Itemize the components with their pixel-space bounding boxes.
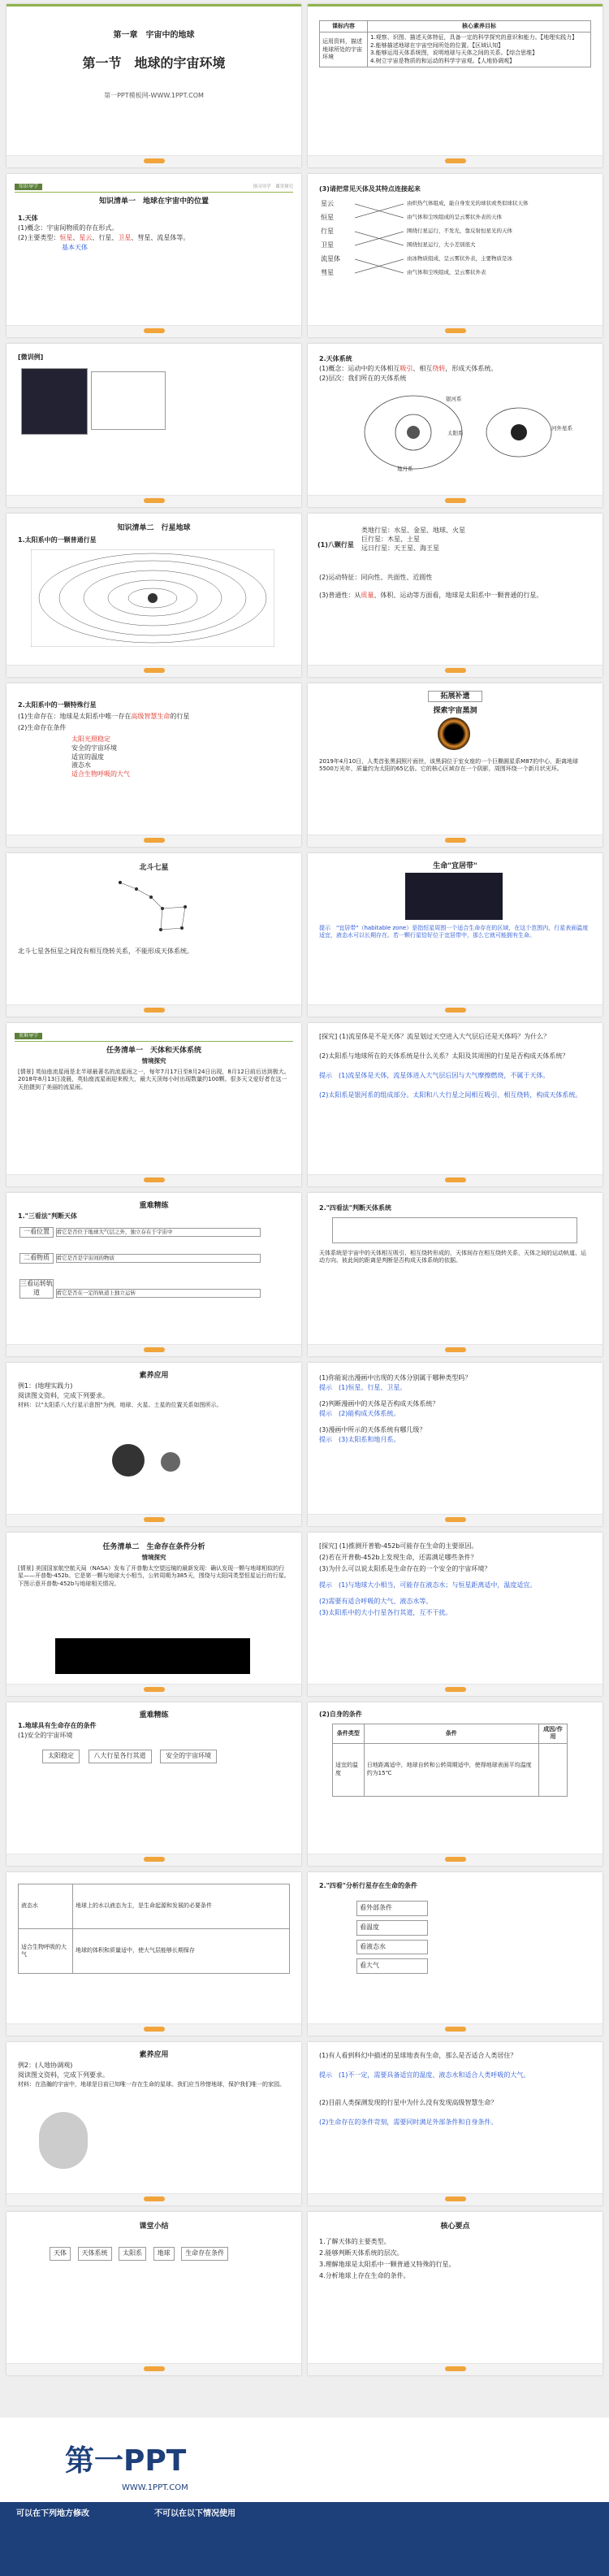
extension-title: 拓展补遗 (428, 691, 482, 702)
answer: (2)太阳系是银河系的组成部分。太阳和八大行星之间相互吸引、相互绕转，构成天体系统。 (319, 1091, 582, 1099)
step-note: 看它是否在一定的轨道上独立运转 (56, 1289, 261, 1298)
slide-four-look-2 (308, 1872, 603, 2036)
object-desc: 围绕恒星运行，大小差别很大 (407, 241, 476, 248)
slide-title (6, 4, 301, 167)
object-desc: 由气体和尘埃组成的呈云雾状外表的天体 (407, 214, 502, 220)
object-desc: 由炽热气体组成，能自身发光的球状或类似球状天体 (407, 200, 529, 206)
step-box: 三看运转轨道 (19, 1279, 54, 1299)
key-point: 3.理解地球是太阳系中一颗普通又特殊的行星。 (319, 2261, 456, 2268)
summary-node: 地球 (153, 2247, 175, 2261)
material: 材料：以"太阳系八大行星示意图"为例，地球、火星、土星的位置关系如图所示。 (18, 1402, 222, 1408)
slide-explore-1 (308, 1023, 603, 1186)
body-text: [情景] 英仙座流星雨是北半球最著名的流星雨之一，每年7月17日至8月24日出现，8月12日前后达到极大。2018年8月13日凌晨，英仙座流星雨迎来极大，最大天顶每小时出现数量约100颗。很多天文爱好者在这一天拍摄到了美丽的流星雨。 (18, 1069, 290, 1091)
slide-conditions-3 (6, 1872, 301, 2036)
fill-blank: 星云 (79, 234, 93, 241)
slide-heading: 重难精练 (139, 1711, 169, 1720)
diagram-label: 地月系 (397, 466, 413, 472)
kepler-image (55, 1638, 250, 1674)
question: [探究] (1)推测开普勒-452b可能存在生命的主要原因。 (319, 1542, 478, 1550)
answer: 提示 (2)能构成天体系统。 (319, 1410, 400, 1417)
answer: (2)生命存在的条件苛刻，需要同时满足外部条件和自身条件。 (319, 2118, 498, 2126)
item-heading: 2.天体系统 (319, 355, 352, 362)
slide-heading: 探索宇宙黑洞 (433, 707, 477, 715)
item-text: (1)概念：运动中的天体相互 (319, 365, 400, 372)
slide-task-1 (6, 1023, 301, 1186)
core-item: 1.观察、识图、描述天体特征，具备一定的科学探究的意识和能力。【地理实践力】 (370, 34, 578, 41)
planet-group: 远日行星：天王星、海王星 (361, 544, 439, 552)
step-note: 看它是否位于地球大气层之外，独立存在于宇宙中 (56, 1228, 261, 1237)
caption: 北斗七星各恒星之间没有相互绕转关系，不能形成天体系统。 (18, 948, 193, 955)
slide-heading: 课堂小结 (139, 2223, 169, 2231)
item-text: 、相互 (412, 365, 433, 372)
key-point: 4.分析地球上存在生命的条件。 (319, 2272, 410, 2279)
planet-group: 类地行星：水星、金星、地球、火星 (361, 527, 465, 534)
answer: 提示 (1)不一定，需要具备适宜的温度、液态水和适合人类呼吸的大气。 (319, 2071, 530, 2079)
step-box: 一看位置 (19, 1227, 54, 1238)
item-heading: (1)八颗行星 (317, 541, 354, 549)
step-box: 看温度 (356, 1920, 428, 1936)
dipper-diagram (112, 874, 193, 939)
slide-systems (308, 344, 603, 507)
habitable-image (405, 873, 503, 920)
item-text: (2)运动特征：同向性、共面性、近圆性 (319, 574, 433, 581)
answer: 提示 (1)与地球大小相当，可能存在液态水；与恒星距离适中，温度适宜。 (319, 1581, 537, 1589)
table-cell: 地球的体积和质量适中，使大气层能够长期保存 (73, 1929, 290, 1974)
step-box: 看液态水 (356, 1940, 428, 1955)
body-text: 天体系统是宇宙中的天体相互吸引、相互绕转形成的，天体间存在相互绕转关系，天体之间的运动轨道、运动方向、彼此间的距离是判断是否构成天体系统的依据。 (319, 1250, 586, 1264)
col-header: 条件 (364, 1724, 538, 1744)
slide-apply-1 (6, 1363, 301, 1526)
item-text: 的行星 (170, 713, 190, 720)
core-item: 3.能够运用天体系统图，说明地球与天体之间的关系。【综合思维】 (370, 50, 538, 57)
fill-blank: 吸引 (400, 365, 413, 372)
body-text: [情景] 美国国家航空航天局（NASA）发布了开普勒太空望远镜的最新发现：确认发现一颗与地球相似的行星——开普勒-452b。它是第一颗与地球大小相当，公转周期为385天，围绕与太阳同类型恒星运行的行星。下图示意开普勒-452b与地球相关情况。 (18, 1565, 290, 1587)
key-point: 1.了解天体的主要类型。 (319, 2238, 391, 2245)
slide-goals (308, 4, 603, 167)
section-tag: 知识导学 (15, 184, 42, 190)
question: (2)太阳系与地球所在的天体系统是什么关系？太阳及其周围的行星是否构成天体系统？ (319, 1052, 569, 1060)
diagram-label: 河外星系 (551, 425, 572, 432)
item-heading: 1."三看法"判断天体 (18, 1212, 77, 1220)
slide-knowledge-1: 知识导学 预习导学 课堂探究 知识清单一 地球在宇宙中的位置 1.天体 (1)概念：宇宙间物质的存在形式。 (2)主要类型：恒星、星云、行星、卫星、彗星、流星体等。 基本天体 (6, 174, 301, 337)
object-name: 彗星 (321, 269, 334, 276)
slide-apply-2 (6, 2042, 301, 2205)
cartoon (39, 2112, 88, 2169)
item-text: 、体积、运动等方面看，地球是太阳系中一颗普通的行星。 (374, 592, 543, 599)
item-text: (2)生命存在条件 (18, 724, 67, 731)
space-photo (21, 368, 88, 435)
slide-heading: 任务清单一 天体和天体系统 (106, 1047, 201, 1055)
question: (3)漫画中所示的天体系统有哪几级？ (319, 1426, 426, 1433)
summary-node: 天体系统 (78, 2247, 112, 2261)
question: [探究] (1)流星体是不是天体？流星划过天空进入大气层后还是天体吗？为什么？ (319, 1033, 551, 1040)
question: (2)目前人类探测发现的行星中为什么没有发现高级智慧生命？ (319, 2099, 498, 2106)
question: (1)有人看到科幻中描述的星球地表有生命，那么是否适合人类居住？ (319, 2052, 517, 2059)
sub-heading: 情境探究 (141, 1057, 166, 1065)
condition: 太阳光照稳定 (71, 735, 110, 743)
question: (2)判断漫画中的天体是否构成天体系统？ (319, 1400, 439, 1407)
material: 材料：在浩瀚的宇宙中，地球是目前已知唯一存在生命的星球。我们应当珍惜地球，保护我们唯一的家园。 (18, 2081, 285, 2088)
condition: 液态水 (71, 761, 91, 770)
template-credit: 第一PPT模板网-WWW.1PPT.COM (104, 92, 204, 99)
slide-answers-2 (308, 2042, 603, 2205)
object-name: 星云 (321, 200, 334, 207)
slide-conditions-2 (308, 1702, 603, 1866)
table-cell: 地球上的水以液态为主，是生命起源和发展的必要条件 (73, 1884, 290, 1929)
table-cell: 适宜的温度 (333, 1743, 365, 1796)
core-item: 2.能够描述地球在宇宙空间所处的位置。【区域认知】 (370, 41, 504, 49)
slide-explore-2 (308, 1533, 603, 1696)
chapter-title: 第一章 宇宙中的地球 (113, 31, 195, 40)
question: (1)你能说出漫画中出现的天体分别属于哪种类型吗？ (319, 1374, 472, 1381)
diagram-label: 银河系 (446, 396, 462, 402)
goal-text: 运用资料，描述地球所处的宇宙环境 (320, 33, 368, 67)
answer: (3)太阳系中的大小行星各行其道，互不干扰。 (319, 1609, 452, 1616)
slide-practice (6, 344, 301, 507)
item-heading: 1.天体 (18, 215, 38, 222)
slide-heading: 生命"宜居带" (433, 862, 477, 870)
slide-heading: (3)请把常见天体及其特点连接起来 (319, 185, 421, 193)
slide-planets (6, 514, 301, 677)
object-name: 流星体 (321, 255, 340, 262)
planet-group: 巨行星：木星、土星 (361, 535, 420, 543)
cartoon (96, 1428, 209, 1493)
slide-three-look (6, 1193, 301, 1356)
step-box: 看外部条件 (356, 1901, 428, 1916)
summary-node: 生命存在条件 (181, 2247, 228, 2261)
nav-text: 预习导学 课堂探究 (253, 184, 293, 189)
slide-conditions-1 (6, 1702, 301, 1866)
condition: 适合生物呼吸的大气 (71, 770, 130, 778)
item-heading: 2."四看法"判断天体系统 (319, 1204, 391, 1212)
table-cell: 适合生物呼吸的大气 (19, 1929, 73, 1974)
condition: 安全的宇宙环境 (71, 744, 117, 752)
slide-heading: 知识清单一 地球在宇宙中的位置 (98, 197, 209, 206)
object-desc: 围绕行星运行，不发光，靠反射恒星光的天体 (407, 228, 512, 234)
slide-four-look (308, 1193, 603, 1356)
key-point: 2.能够判断天体系统的层次。 (319, 2249, 404, 2257)
object-name: 行星 (321, 228, 334, 235)
question: (2)若在开普勒-452b上发现生命，还需满足哪些条件？ (319, 1554, 477, 1561)
example-title: 例2：(人地协调观) (18, 2062, 73, 2069)
item-text: (2)层次：我们所在的天体系统 (319, 375, 407, 382)
template-footer (0, 2418, 609, 2576)
item-heading: 2.太阳系中的一颗特殊行星 (18, 701, 97, 709)
item-heading: 2."四看"分析行星存在生命的条件 (319, 1882, 417, 1889)
sub-heading: 情境探究 (141, 1554, 166, 1561)
item-text: (2)主要类型： (18, 234, 60, 241)
fill-blank: 绕转 (432, 365, 446, 372)
slide-heading: 素养应用 (139, 1372, 169, 1380)
table-cell: 液态水 (19, 1884, 73, 1929)
step-box: 看大气 (356, 1958, 428, 1974)
condition: 适宜的温度 (71, 752, 104, 761)
section-title: 第一节 地球的宇宙环境 (82, 55, 226, 71)
slide-heading: 北斗七星 (139, 864, 169, 872)
condition-box: 安全的宇宙环境 (160, 1750, 217, 1763)
slide-heading: 素养应用 (139, 2051, 169, 2059)
summary-node: 天体 (50, 2247, 71, 2261)
answer: (2)需要有适合呼吸的大气、液态水等。 (319, 1598, 433, 1605)
step-note: 看它是否是宇宙间的物质 (56, 1254, 261, 1263)
solar-system-diagram (31, 549, 274, 647)
question: (3)为什么可以说太阳系是生命存在的一个安全的宇宙环境？ (319, 1565, 491, 1572)
col-header: 成因/作用 (538, 1724, 567, 1744)
slide-answers-1 (308, 1363, 603, 1526)
item-text: 、彗星、流星体等。 (131, 234, 190, 241)
footer-column-title: 不可以在以下情况使用 (154, 2509, 235, 2518)
fill-blank: 卫星 (118, 234, 132, 241)
slide-heading: 知识清单二 行星地球 (117, 524, 191, 532)
body-text: 2019年4月10日，人类首张黑洞照片面世，该黑洞位于室女座的一个巨椭圆星系M87的中心，距离地球5500万光年，质量约为太阳的65亿倍。它的核心区域存在一个阴影，周围环绕一个新月状光环。 (319, 758, 579, 773)
col-core: 核心素养目标 (368, 21, 591, 33)
table-cell: 日地距离适中，地球自转和公转周期适中，使得地球表面平均温度约为15℃ (364, 1743, 538, 1796)
object-name: 恒星 (321, 214, 334, 221)
item-text: (1)概念：宇宙间物质的存在形式。 (18, 224, 119, 232)
fill-blank: 质量 (361, 592, 374, 599)
condition-box: 太阳稳定 (42, 1750, 80, 1763)
item-text: (1)生命存在：地球是太阳系中唯一存在 (18, 713, 132, 720)
slide-summary (6, 2212, 301, 2375)
section-tag: 重难导学 (15, 1033, 42, 1039)
footer-logo: 第一PPT (65, 2444, 187, 2478)
slide-habitable (308, 853, 603, 1017)
item-text: (3)普通性：从 (319, 592, 361, 599)
footer-column-title: 可以在下列地方修改 (16, 2509, 89, 2518)
object-desc: 由冰物质组成，呈云雾状外表，主要物质是冰 (407, 255, 512, 262)
item-text: 阅读图文资料，完成下列要求。 (18, 1392, 109, 1399)
footer-url: WWW.1PPT.COM (122, 2483, 188, 2492)
fill-blank: 恒星 (59, 234, 73, 241)
slide-heading: [微训例] (18, 353, 44, 361)
summary-node: 太阳系 (119, 2247, 146, 2261)
item-text: 阅读图文资料，完成下列要求。 (18, 2071, 109, 2079)
body-text: 提示 "宜居带"（habitable zone）是指恒星周围一个适合生命存在的区域，在这个范围内，行星表面温度适宜，液态水可以长期存在。若一颗行星恰好位于宜居带中，那么它就可能拥有生命。 (319, 925, 589, 939)
slide-task-2 (6, 1533, 301, 1696)
slide-heading: 任务清单二 生命存在条件分析 (102, 1543, 205, 1551)
col-goal: 课标内容 (320, 21, 368, 33)
slide-heading: 重难精练 (139, 1202, 169, 1210)
slide-planet-features (308, 514, 603, 677)
slide-extension (308, 683, 603, 847)
condition-box: 八大行星各行其道 (89, 1750, 152, 1763)
slide-heading: (2)自身的条件 (319, 1711, 362, 1718)
fill-blank: 高级智慧生命 (131, 713, 171, 720)
step-box: 二看物质 (19, 1253, 54, 1264)
slide-big-dipper (6, 853, 301, 1017)
answer: 提示 (1)流星体是天体，流星体进入大气层后因与大气摩擦燃烧，不属于天体。 (319, 1072, 550, 1079)
item-heading: 1.地球具有生命存在的条件 (18, 1722, 97, 1729)
col-header: 条件类型 (333, 1724, 365, 1744)
item-heading: 1.太阳系中的一颗普通行星 (18, 536, 97, 544)
item-text: 、行星、 (92, 234, 119, 241)
object-name: 卫星 (321, 241, 334, 249)
example-title: 例1：(地理实践力) (18, 1382, 73, 1390)
match-lines (355, 200, 404, 283)
answer: 提示 (3)太阳系和地月系。 (319, 1436, 400, 1443)
diagram (91, 371, 166, 430)
fill-blank: 基本天体 (62, 244, 88, 251)
slide-match (308, 174, 603, 337)
diagram-box (332, 1217, 577, 1243)
slide-heading: 核心要点 (440, 2223, 470, 2231)
object-desc: 由气体和尘埃组成，呈云雾状外表 (407, 269, 486, 275)
core-item: 4.树立宇宙是物质的和运动的科学宇宙观。【人地协调观】 (370, 57, 516, 64)
black-hole-image (438, 718, 470, 750)
answer: 提示 (1)恒星、行星、卫星。 (319, 1384, 407, 1391)
diagram-label: 太阳系 (447, 430, 464, 436)
item-text: (1)安全的宇宙环境 (18, 1732, 73, 1739)
slide-special-planet (6, 683, 301, 847)
slide-key-points (308, 2212, 603, 2375)
item-text: ，形成天体系统。 (445, 365, 498, 372)
